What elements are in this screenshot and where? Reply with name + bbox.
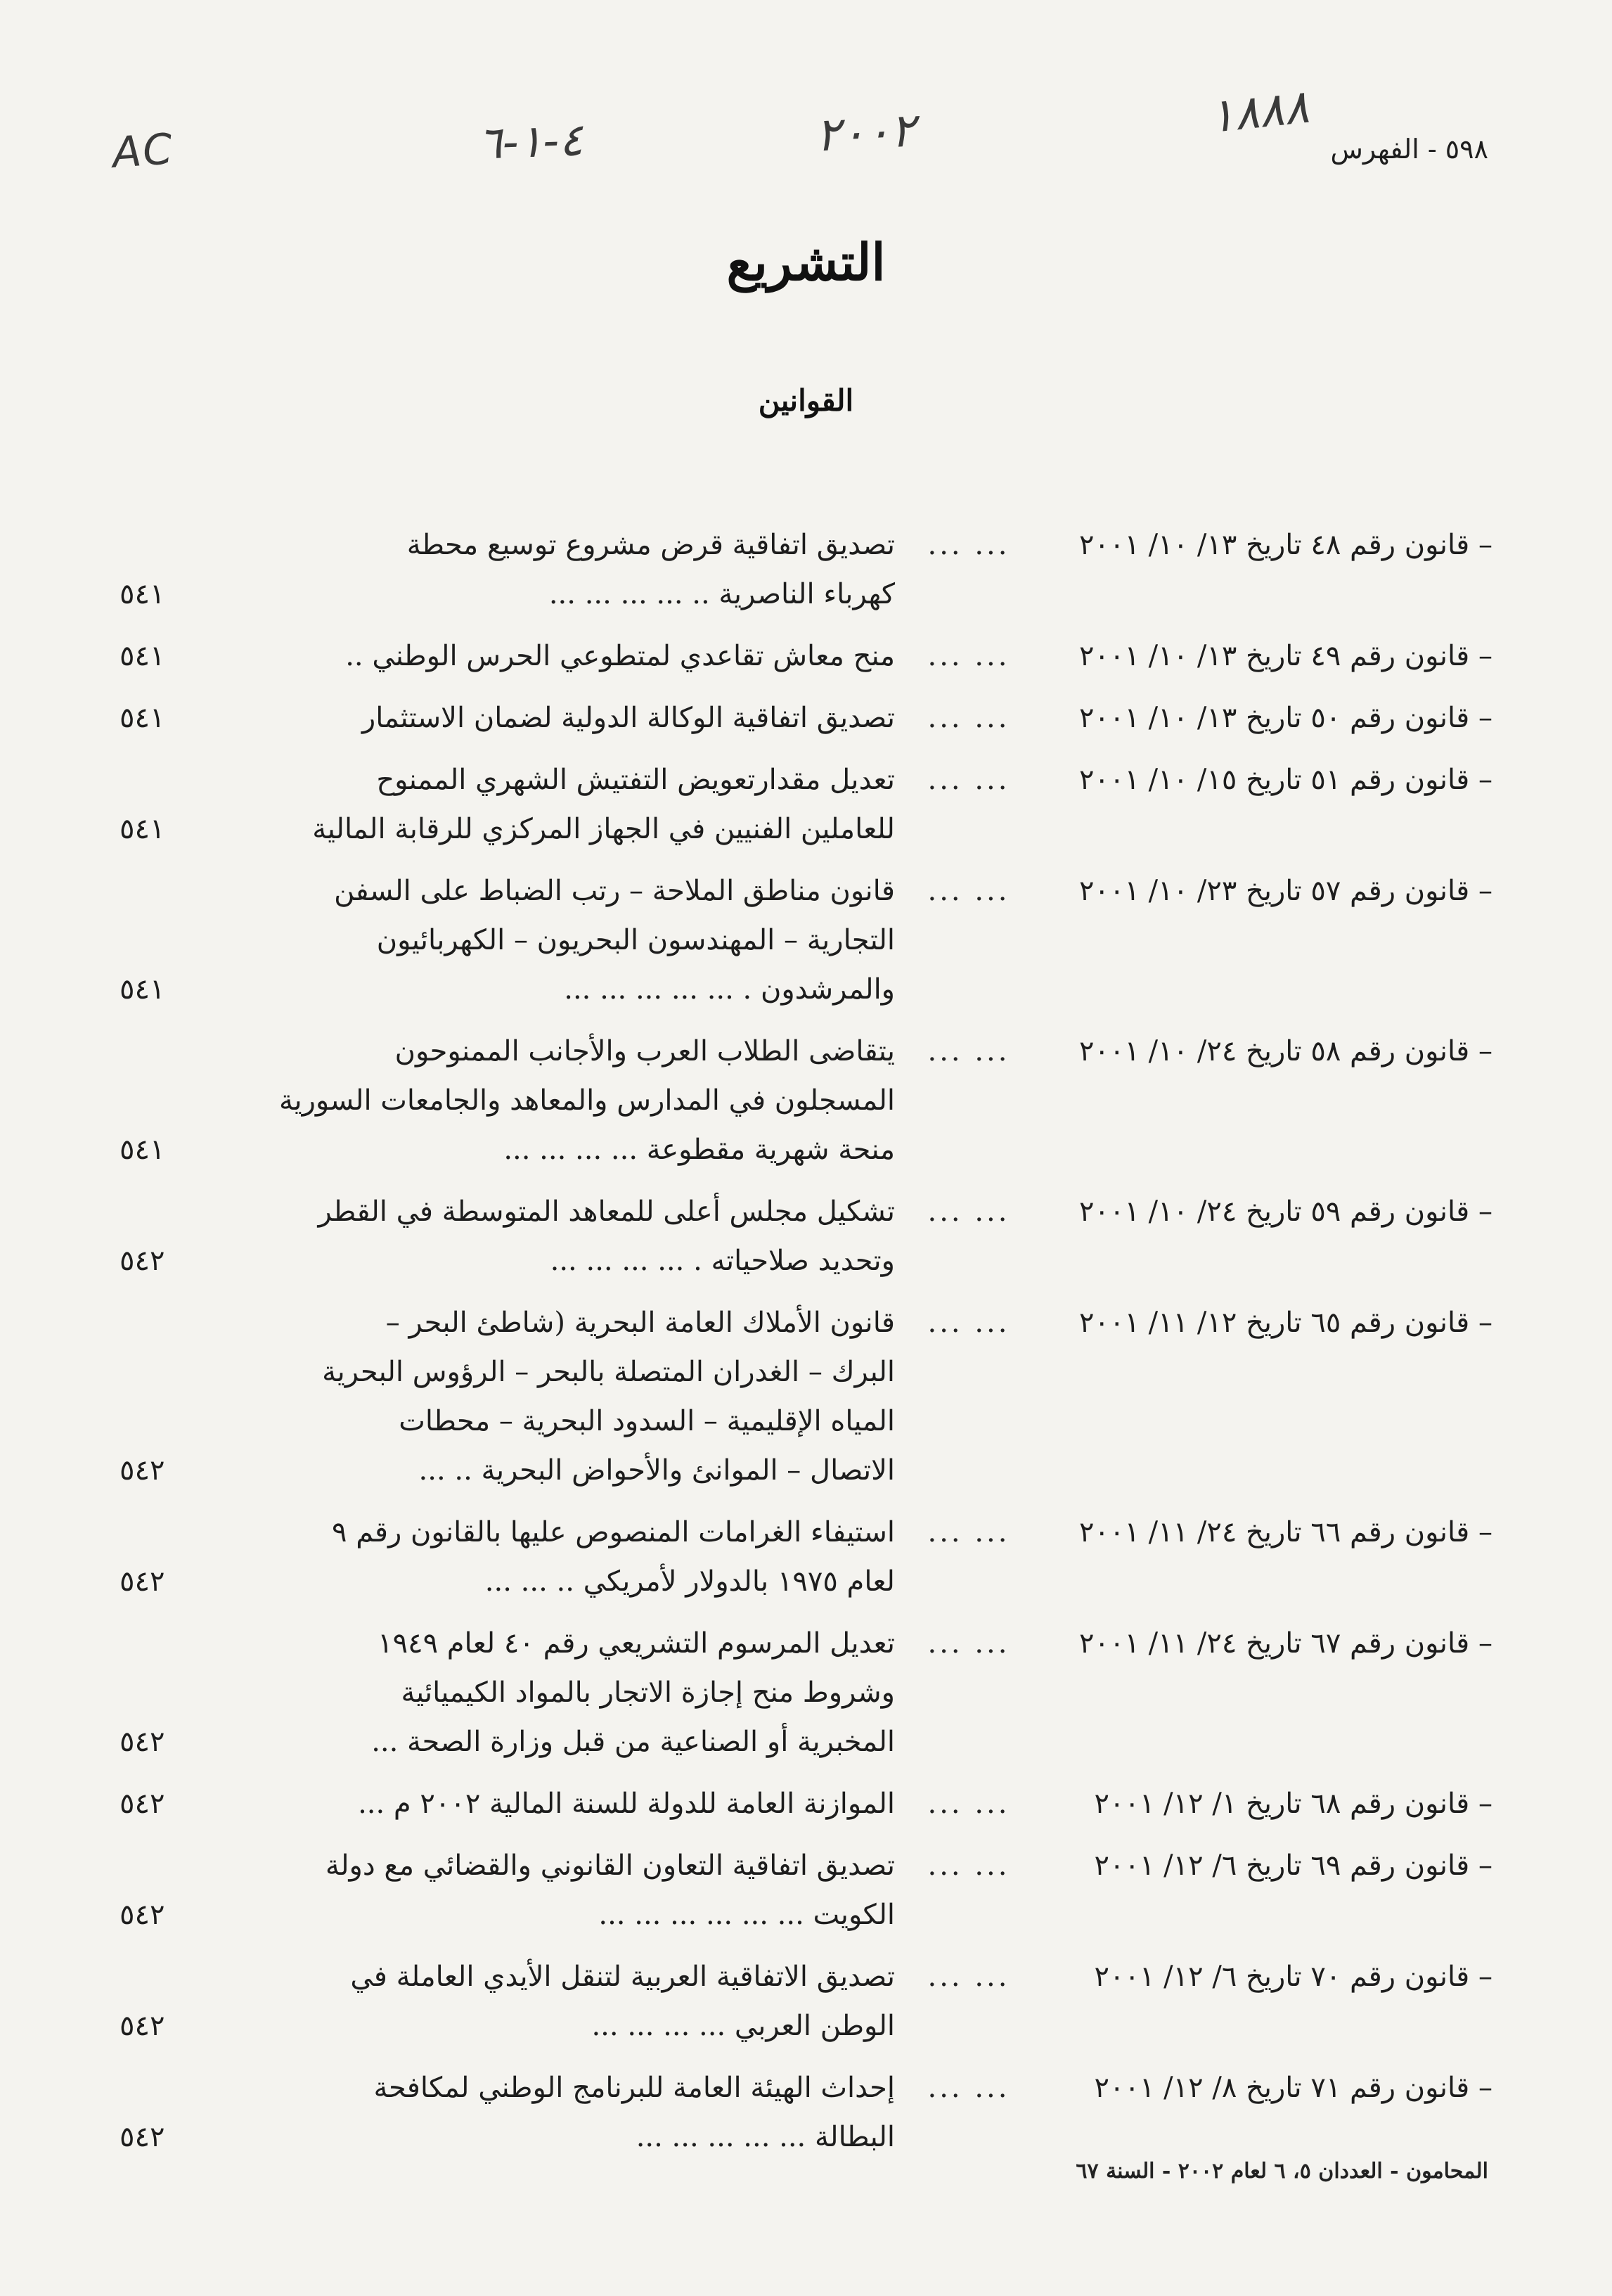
page-reference: ٥٤٢	[120, 1788, 165, 1820]
subject-last-line	[120, 965, 895, 1014]
law-number-date: – قانون رقم ٥٩ تاريخ ٢٤/ ١٠/ ٢٠٠١	[1079, 1195, 1492, 1228]
page-footer: المحامون - العددان ٥، ٦ لعام ٢٠٠٢ - السنة ٦٧	[1076, 2159, 1488, 2183]
subject-last-line	[120, 2112, 895, 2162]
page-reference: ٥٤١	[120, 578, 165, 610]
leader-dots: ... ...	[927, 529, 1010, 561]
page-reference: ٥٤٢	[120, 1565, 165, 1598]
subject-line: البرك – الغدران المتصلة بالبحر – الرؤوس البحرية	[322, 1356, 895, 1388]
subject-line: وشروط منح إجازة الاتجار بالمواد الكيميائية	[401, 1676, 895, 1709]
subject-last-line	[120, 570, 895, 619]
law-subject	[91, 1952, 895, 2051]
law-number-date: – قانون رقم ٦٩ تاريخ ٦/ ١٢/ ٢٠٠١	[1094, 1849, 1492, 1882]
leader-dots: ... ...	[927, 1307, 1010, 1339]
subject-line: الكويت ... ... ... ... ... ...	[598, 1899, 895, 1931]
page-reference: ٥٤١	[120, 1134, 165, 1166]
law-number-date: – قانون رقم ٦٥ تاريخ ١٢/ ١١/ ٢٠٠١	[1079, 1307, 1492, 1339]
law-entry	[91, 866, 1492, 1014]
law-entry	[91, 755, 1492, 854]
page-reference: ٥٤٢	[120, 1245, 165, 1277]
law-entry	[91, 1508, 1492, 1606]
handwritten-mark-2: ٤-١-٦	[477, 114, 584, 170]
law-entry	[91, 1952, 1492, 2051]
subject-line: استيفاء الغرامات المنصوص عليها بالقانون رقم ٩	[332, 1516, 895, 1548]
subject-line: المخبرية أو الصناعية من قبل وزارة الصحة ...	[371, 1726, 895, 1758]
subject-last-line	[120, 1890, 895, 1939]
subject-last-line	[120, 2001, 895, 2051]
leader-dots: ... ...	[927, 1516, 1010, 1548]
law-number-date: – قانون رقم ٦٦ تاريخ ٢٤/ ١١/ ٢٠٠١	[1079, 1516, 1492, 1548]
law-subject	[91, 631, 895, 681]
law-subject	[91, 693, 895, 743]
subject-last-line	[120, 1779, 895, 1828]
law-subject	[91, 1619, 895, 1766]
handwritten-mark-1: AC	[110, 124, 176, 178]
subject-line: منح معاش تقاعدي لمتطوعي الحرس الوطني ..	[345, 640, 895, 672]
subject-line: المسجلون في المدارس والمعاهد والجامعات السورية	[279, 1084, 895, 1117]
law-subject	[91, 1841, 895, 1939]
subject-line: وتحديد صلاحياته . ... ... ... ...	[550, 1245, 895, 1277]
subject-line: تصديق اتفاقية الوكالة الدولية لضمان الاستثمار	[361, 702, 895, 734]
page-reference: ٥٤١	[120, 813, 165, 845]
law-number-date: – قانون رقم ٦٨ تاريخ ١/ ١٢/ ٢٠٠١	[1094, 1788, 1492, 1820]
law-entry	[91, 1027, 1492, 1174]
law-number-date: – قانون رقم ٧١ تاريخ ٨/ ١٢/ ٢٠٠١	[1094, 2072, 1492, 2104]
leader-dots: ... ...	[927, 1961, 1010, 1993]
subject-line: تعديل مقدارتعويض التفتيش الشهري الممنوح	[376, 764, 895, 796]
leader-dots: ... ...	[927, 875, 1010, 907]
law-entry	[91, 1619, 1492, 1766]
law-number-date: – قانون رقم ٥٧ تاريخ ٢٣/ ١٠/ ٢٠٠١	[1079, 875, 1492, 907]
subject-line: الوطن العربي ... ... ... ...	[591, 2010, 895, 2042]
leader-dots: ... ...	[927, 1195, 1010, 1228]
law-entry	[91, 1298, 1492, 1495]
subject-line: التجارية – المهندسون البحريون – الكهربائيون	[376, 924, 895, 956]
subject-line: قانون الأملاك العامة البحرية (شاطئ البحر –	[385, 1307, 895, 1339]
subject-last-line	[120, 1236, 895, 1285]
leader-dots: ... ...	[927, 764, 1010, 796]
leader-dots: ... ...	[927, 702, 1010, 734]
law-subject	[91, 1298, 895, 1495]
subject-last-line	[120, 1446, 895, 1495]
subject-line: البطالة ... ... ... ... ...	[636, 2121, 895, 2153]
law-number-date: – قانون رقم ٥٨ تاريخ ٢٤/ ١٠/ ٢٠٠١	[1079, 1035, 1492, 1067]
law-subject	[91, 1187, 895, 1285]
subject-line: إحداث الهيئة العامة للبرنامج الوطني لمكافحة	[373, 2072, 895, 2104]
law-subject	[91, 755, 895, 854]
law-number-date: – قانون رقم ٤٨ تاريخ ١٣/ ١٠/ ٢٠٠١	[1079, 529, 1492, 561]
leader-dots: ... ...	[927, 640, 1010, 672]
subject-line: والمرشدون . ... ... ... ... ...	[564, 973, 895, 1006]
law-subject	[91, 520, 895, 619]
law-entry	[91, 1841, 1492, 1939]
subject-last-line	[120, 631, 895, 681]
law-number-date: – قانون رقم ٦٧ تاريخ ٢٤/ ١١/ ٢٠٠١	[1079, 1627, 1492, 1660]
page-reference: ٥٤٢	[120, 1454, 165, 1487]
page-reference: ٥٤٢	[120, 2121, 165, 2153]
law-subject	[91, 1027, 895, 1174]
subject-line: الموازنة العامة للدولة للسنة المالية ٢٠٠٢ م ...	[358, 1788, 895, 1820]
leader-dots: ... ...	[927, 1849, 1010, 1882]
law-number-date: – قانون رقم ٥٠ تاريخ ١٣/ ١٠/ ٢٠٠١	[1079, 702, 1492, 734]
subject-last-line	[120, 804, 895, 854]
law-subject	[91, 2063, 895, 2162]
subject-line: منحة شهرية مقطوعة ... ... ... ...	[503, 1134, 895, 1166]
law-subject	[91, 1508, 895, 1606]
subject-line: لعام ١٩٧٥ بالدولار لأمريكي .. ... ...	[484, 1565, 895, 1598]
page-reference: ٥٤٢	[120, 2010, 165, 2042]
page-reference: ٥٤٢	[120, 1899, 165, 1931]
subject-line: تصديق الاتفاقية العربية لتنقل الأيدي العاملة في	[350, 1961, 895, 1993]
subject-last-line	[120, 1125, 895, 1174]
law-entries-list	[91, 520, 1492, 2174]
law-entry	[91, 1779, 1492, 1828]
law-subject	[91, 866, 895, 1014]
page-reference: ٥٤١	[120, 702, 165, 734]
subject-last-line	[120, 1557, 895, 1606]
subject-line: للعاملين الفنيين في الجهاز المركزي للرقابة المالية	[312, 813, 895, 845]
page-reference: ٥٤٢	[120, 1726, 165, 1758]
section-subtitle: القوانين	[758, 383, 854, 418]
leader-dots: ... ...	[927, 1035, 1010, 1067]
page-reference: ٥٤١	[120, 973, 165, 1006]
law-entry	[91, 2063, 1492, 2162]
law-subject	[91, 1779, 895, 1828]
subject-last-line	[120, 1717, 895, 1766]
subject-line: تعديل المرسوم التشريعي رقم ٤٠ لعام ١٩٤٩	[378, 1627, 895, 1660]
subject-line: تصديق اتفاقية التعاون القانوني والقضائي مع دولة	[325, 1849, 895, 1882]
handwritten-mark-4: ١٨٨٨	[1206, 79, 1312, 144]
subject-line: يتقاضى الطلاب العرب والأجانب الممنوحون	[394, 1035, 895, 1067]
subject-line: كهرباء الناصرية .. ... ... ... ...	[548, 578, 895, 610]
subject-line: المياه الإقليمية – السدود البحرية – محطات	[399, 1405, 895, 1437]
page-title: التشريع	[726, 232, 886, 292]
subject-last-line	[120, 693, 895, 743]
page-header: ٥٩٨ - الفهرس	[1330, 134, 1488, 165]
leader-dots: ... ...	[927, 1627, 1010, 1660]
law-number-date: – قانون رقم ٤٩ تاريخ ١٣/ ١٠/ ٢٠٠١	[1079, 640, 1492, 672]
subject-line: الاتصال – الموانئ والأحواض البحرية .. ...	[418, 1454, 895, 1487]
handwritten-mark-3: ٢٠٠٢	[814, 103, 917, 162]
subject-line: تشكيل مجلس أعلى للمعاهد المتوسطة في القطر	[318, 1195, 895, 1228]
law-number-date: – قانون رقم ٥١ تاريخ ١٥/ ١٠/ ٢٠٠١	[1079, 764, 1492, 796]
law-entry	[91, 1187, 1492, 1285]
law-number-date: – قانون رقم ٧٠ تاريخ ٦/ ١٢/ ٢٠٠١	[1094, 1961, 1492, 1993]
law-entry	[91, 520, 1492, 619]
leader-dots: ... ...	[927, 2072, 1010, 2104]
law-entry	[91, 631, 1492, 681]
leader-dots: ... ...	[927, 1788, 1010, 1820]
subject-line: تصديق اتفاقية قرض مشروع توسيع محطة	[406, 529, 895, 561]
page-reference: ٥٤١	[120, 640, 165, 672]
subject-line: قانون مناطق الملاحة – رتب الضباط على السفن	[334, 875, 895, 907]
law-entry	[91, 693, 1492, 743]
